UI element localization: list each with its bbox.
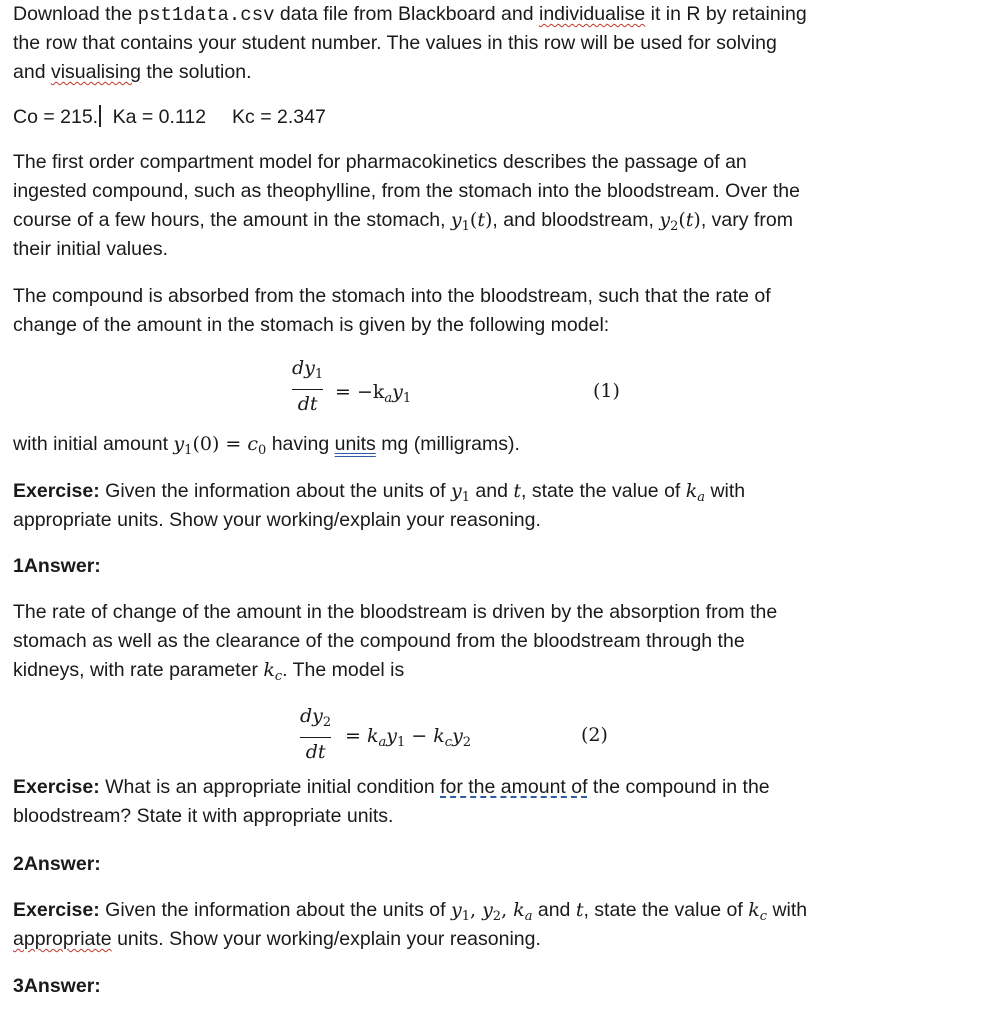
para2-line-2: change of the amount in the stomach is given by the following model: xyxy=(13,314,610,336)
para1-line-4: their initial values. xyxy=(13,238,168,260)
exercise1-line-1: Exercise: Given the information about the units of $y_1$ and t, state the value of $k_a$ with xyxy=(13,480,746,505)
answer1-label: 1Answer: xyxy=(13,555,101,577)
grammar-flag-for-the-amount-of: for the amount of xyxy=(440,776,588,798)
grammar-flag-units: units xyxy=(334,433,376,455)
initial-amount-line: with initial amount $y_1(0) = c_0$ having units mg (milligrams). xyxy=(13,433,520,458)
text-cursor xyxy=(99,105,101,127)
para1-line-3: course of a few hours, the amount in the stomach, $y_1(t)$, and bloodstream, $y_2(t)$, vary from xyxy=(13,209,793,234)
math-y2t: $y_2(t)$ xyxy=(659,209,701,234)
answer3-label: 3Answer: xyxy=(13,975,101,997)
exercise2-line-2: bloodstream? State it with appropriate units. xyxy=(13,805,394,827)
spell-flag-appropriate: appropriate xyxy=(13,928,112,950)
eq2-number: (2) xyxy=(581,724,608,746)
filename: pst1data.csv xyxy=(137,4,275,26)
exercise2-line-1: Exercise: What is an appropriate initial condition for the amount of the compound in the xyxy=(13,776,770,798)
param-kc: Kc = 2.347 xyxy=(232,106,326,128)
param-co: Co = 215. xyxy=(13,106,99,128)
eq1-fraction: $dy_1$ dt xyxy=(292,357,324,416)
spell-flag-visualising: visualising xyxy=(50,61,141,83)
para2-line-1: The compound is absorbed from the stomach into the bloodstream, such that the rate of xyxy=(13,285,771,307)
intro-line-2: the row that contains your student number. The values in this row will be used for solving xyxy=(13,32,777,54)
para3-line-3: kidneys, with rate parameter $k_c$. The model is xyxy=(13,659,405,684)
exercise3-line-1: Exercise: Given the information about the units of $y_1$, $y_2$, $k_a$ and t, state the value of $k_c$ with xyxy=(13,899,808,924)
param-ka: Ka = 0.112 xyxy=(112,106,207,128)
intro-line-1: Download the pst1data.csv data file from Blackboard and individualise it in R by retaining xyxy=(13,3,807,26)
exercise3-line-2: appropriate units. Show your working/explain your reasoning. xyxy=(13,928,541,950)
math-y1-0: $y_1(0) = c_0$ xyxy=(173,433,267,458)
spell-flag-individualise: individualise xyxy=(538,3,646,25)
para3-line-2: stomach as well as the clearance of the compound from the bloodstream through the xyxy=(13,630,745,652)
parameter-line xyxy=(13,103,326,133)
eq2-fraction: $dy_2$ dt xyxy=(300,705,332,764)
math-y1t: $y_1(t)$ xyxy=(450,209,493,234)
answer2-label: 2Answer: xyxy=(13,853,101,875)
para1-line-2: ingested compound, such as theophylline, from the stomach into the bloodstream. Over the xyxy=(13,180,800,202)
para1-line-1: The first order compartment model for pharmacokinetics describes the passage of an xyxy=(13,151,747,173)
exercise1-line-2: appropriate units. Show your working/explain your reasoning. xyxy=(13,509,541,531)
eq1-rhs: = $-k_ay_1$ xyxy=(335,381,412,406)
intro-line-3: and visualising the solution. xyxy=(13,61,252,83)
eq1-number: (1) xyxy=(593,380,620,402)
para3-line-1: The rate of change of the amount in the bloodstream is driven by the absorption from the xyxy=(13,601,778,623)
eq2-rhs: = $k_ay_1 - k_cy_2$ xyxy=(345,725,472,750)
